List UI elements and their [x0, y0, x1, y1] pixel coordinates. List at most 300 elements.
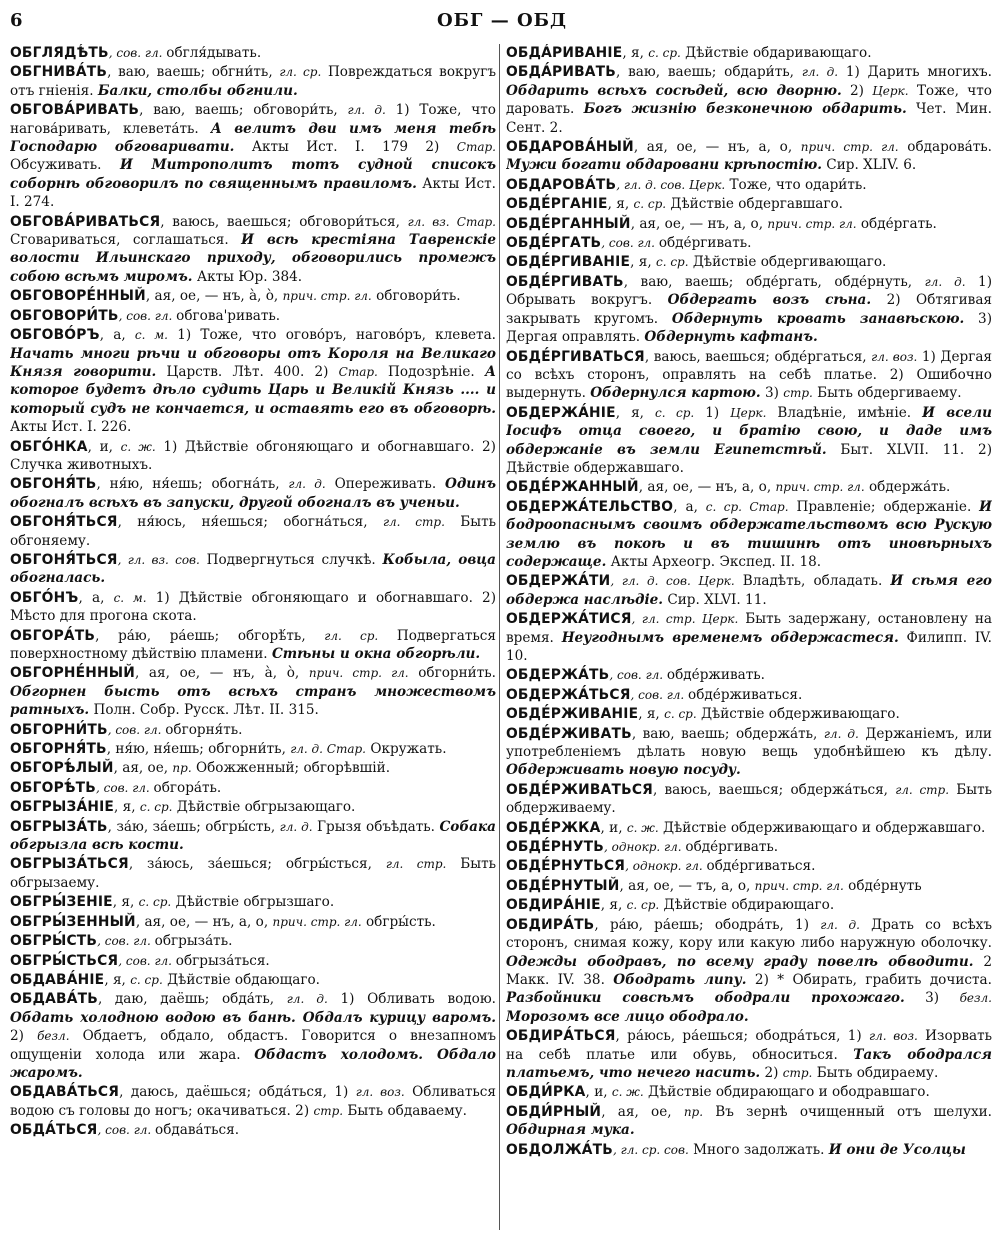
definition-text: Акты Ист. I. 179 2)	[234, 139, 457, 156]
definition-text: 2)	[760, 1064, 783, 1081]
headword: ОБГОНЯ́ТЬ	[10, 476, 97, 493]
definition-text: , ваю, ваешь; обговори́ть,	[139, 102, 348, 119]
headword: ОБДЕ́РЖИВАТЬСЯ	[506, 781, 653, 798]
grammar-label: гл. д.	[924, 274, 966, 289]
definition-text: Обожженный; обгорѣвшій.	[191, 760, 391, 777]
definition-text: Акты Ист. I. 274.	[10, 175, 496, 211]
example-text: Такъ ободрался платьемъ, что нечего насить.	[506, 1046, 992, 1081]
dictionary-entry	[506, 572, 992, 609]
example-text: Обдирная мука.	[506, 1122, 635, 1139]
definition-text: обде́рживать.	[666, 667, 765, 684]
dictionary-entry	[10, 740, 496, 758]
headword: ОБДА́РИВАТЬ	[506, 64, 616, 81]
definition-text: , ая, ое, — нъ, а, о,	[630, 215, 768, 232]
definition-text: Быть задержану, остановлену на время.	[506, 611, 992, 646]
definition-text: 3) Дергая оправлять.	[506, 310, 992, 346]
definition-text: обгрыза́ться.	[175, 952, 270, 969]
grammar-label: , сов. гл.	[97, 1123, 156, 1138]
definition-text: , ваюсь, ваешься; обговори́ться,	[160, 213, 408, 230]
example-text: Стѣны и окна обгорѣли.	[271, 646, 481, 662]
definition-text: обде́ргать.	[856, 215, 937, 232]
headword: ОБДЕРЖА́ТИСЯ	[506, 611, 632, 628]
definition-text: , даю, даёшь; обда́ть,	[97, 991, 287, 1008]
definition-text: обдава́ться.	[155, 1122, 240, 1139]
dictionary-entry	[506, 705, 992, 723]
grammar-label: , сов. гл.	[118, 308, 177, 323]
dictionary-entry	[10, 913, 496, 931]
definition-text: обдержа́ть.	[864, 479, 951, 496]
example-text: Обдернуть кровать занавѣскою.	[671, 310, 965, 327]
definition-text: , я,	[607, 196, 634, 213]
example-text: И бодроопаснымъ своимъ обдержательствомъ всю Рускую землю въ покоѣ и въ тишинѣ отъ иновѣрныхъ содержаще.	[506, 498, 992, 570]
definition-text: , ваю, ваешь; обде́ргать, обде́рнуть,	[623, 273, 925, 290]
definition-text: , ваю, ваешь; обгни́ть,	[107, 64, 280, 81]
definition-text: , ая, ое, — нъ, à, ò,	[134, 665, 309, 682]
headword: ОБДИ́РНЫЙ	[506, 1103, 602, 1120]
definition-text: , ра́юсь, ра́ешься; ободра́ться, 1)	[615, 1028, 870, 1045]
definition-text: , я,	[630, 254, 656, 271]
definition-text: обде́ргивать.	[658, 235, 752, 252]
example-text: И они де Усолцы	[828, 1141, 966, 1158]
example-text: Разбойники совсѣмъ ободрали прохожаго.	[506, 990, 905, 1007]
headword: ОБДЕ́РЖИВАНІЕ	[506, 706, 639, 723]
definition-text: Владѣть, обладать.	[734, 573, 891, 590]
dictionary-entry	[10, 589, 496, 626]
grammar-label: с. ср.	[654, 405, 695, 420]
definition-text: , я,	[114, 799, 140, 816]
definition-text: обгля́дывать.	[166, 45, 262, 61]
example-text: Неугоднымъ временемъ обдержастеся.	[561, 629, 899, 646]
dictionary-entry	[10, 307, 496, 325]
grammar-label: стр.	[313, 1103, 344, 1118]
definition-text: Драть со всѣхъ сторонъ, снимая кожу, кору или какую либо наружную оболочку.	[506, 916, 992, 952]
headword: ОБГЛЯДѢ́ТЬ	[10, 45, 109, 61]
dictionary-entry	[506, 234, 992, 252]
definition-text: Тоже, что одари́ть.	[725, 176, 867, 193]
headword: ОБДЕ́РЖКА	[506, 819, 601, 836]
definition-text: , и,	[585, 1084, 612, 1101]
dictionary-entry	[506, 404, 992, 478]
dictionary-entry	[506, 857, 992, 875]
grammar-label: прич. стр. гл.	[308, 666, 409, 681]
definition-text: 1) Тоже, что нагова́ривать, клевета́ть.	[10, 102, 496, 137]
definition-text: обгорня́ть.	[165, 721, 243, 738]
headword: ОБДА́ТЬСЯ	[10, 1122, 98, 1139]
definition-text: Быть обдергиваему.	[812, 385, 962, 402]
definition-text: 1) Дергая со всѣхъ сторонъ, оправлять на себѣ платье. 2) Ошибочно выдернуть.	[506, 348, 992, 402]
definition-text: Подвергнуться случкѣ.	[199, 551, 383, 568]
grammar-label: Церк.	[872, 83, 909, 98]
dictionary-entry	[10, 759, 496, 777]
headword: ОБГОРѢ́ТЬ	[10, 779, 96, 796]
definition-text: Дѣйствіе обдирающаго.	[659, 897, 835, 914]
grammar-label: гл. стр.	[895, 782, 950, 797]
grammar-label: гл. воз.	[355, 1085, 405, 1100]
definition-text: Обдаетъ, обдало, обдастъ. Говорится о внезапномъ ощущеніи холода или жара.	[10, 1028, 496, 1063]
definition-text: обгорни́ть.	[408, 665, 496, 682]
definition-text: обдарова́ть.	[898, 139, 992, 156]
dictionary-entry	[10, 101, 496, 211]
grammar-label: гл. д.	[823, 726, 859, 741]
grammar-label: , гл. д. сов. Церк.	[616, 177, 726, 192]
grammar-label: с. ср.	[633, 197, 667, 212]
dictionary-entry	[10, 44, 496, 62]
grammar-label: гл. д.	[801, 65, 839, 80]
definition-text: 1) Дѣйствіе обгоняющаго и обогнавшаго. 2) Случка животныхъ.	[10, 438, 496, 473]
definition-text: 3)	[760, 385, 784, 402]
definition-text: , за́ю, за́ешь; обгры́сть,	[107, 818, 280, 835]
definition-text: обгры́сть.	[361, 913, 436, 930]
definition-text: Дѣйствіе обдергивающаго.	[688, 254, 887, 271]
definition-text: Дѣйствіе обдирающаго и ободравшаго.	[643, 1084, 930, 1101]
grammar-label: пр.	[683, 1104, 704, 1119]
definition-text: , ра́ю, ра́ешь; ободра́ть, 1)	[594, 916, 821, 933]
definition-text: Чет. Мин. Сент. 2.	[506, 101, 992, 136]
headword: ОБГОРѢ́ЛЫЙ	[10, 760, 114, 777]
grammar-label: с. ср.	[664, 707, 697, 722]
definition-text: Акты Ист. I. 226.	[10, 419, 132, 436]
headword: ОБГОВА́РИВАТЬСЯ	[10, 213, 161, 230]
example-text: Обдергать возъ сѣна.	[667, 292, 872, 309]
example-text: Обдернуть кафтанъ.	[644, 329, 818, 346]
headword: ОБДОЛЖА́ТЬ	[506, 1141, 614, 1158]
example-text: Обгорнен бысть отъ всѣхъ странъ множествомъ ратныхъ.	[10, 683, 496, 719]
headword: ОБГРЫЗА́ТЬСЯ	[10, 856, 129, 873]
grammar-label: гл. д. Стар.	[290, 742, 366, 757]
definition-text: , ваюсь, ваешься; обдержа́ться,	[652, 781, 896, 798]
definition-text: , я,	[104, 971, 131, 988]
definition-text: , ая, ое, — тъ, а, о,	[619, 877, 755, 894]
definition-text: Сир. XLIV. 6.	[821, 157, 917, 174]
definition-text: обде́рнуть	[843, 877, 922, 894]
definition-text: Дѣйствіе обдерживающаго.	[696, 706, 900, 723]
dictionary-entry	[10, 932, 496, 950]
definition-text: обде́рживаться.	[688, 686, 803, 703]
headword: ОБДЕ́РГИВАНІЕ	[506, 254, 631, 271]
headword: ОБГОРНЯ́ТЬ	[10, 741, 107, 758]
headword: ОБГРЫЗА́НІЕ	[10, 799, 115, 816]
headword: ОБДЕ́РГИВАТЬ	[506, 273, 624, 290]
definition-text: , за́юсь, за́ешься; обгры́сться,	[128, 856, 386, 873]
headword: ОБДЕРЖА́ТЬ	[506, 667, 610, 684]
left-column	[10, 44, 496, 1230]
definition-text: Сир. XLVI. 11.	[663, 591, 767, 608]
grammar-label: , гл. стр. Церк.	[631, 612, 739, 627]
headword: ОБДАВА́НІЕ	[10, 971, 105, 988]
grammar-label: с. м.	[113, 590, 147, 605]
definition-text: 1) Тоже, что огово́ръ, нагово́ръ, клевета.	[167, 327, 496, 344]
grammar-label: гл. д.	[347, 103, 386, 118]
grammar-label: , сов. гл.	[97, 934, 155, 949]
dictionary-entry	[506, 44, 992, 62]
headword: ОБГРЫЗА́ТЬ	[10, 818, 108, 835]
grammar-label: прич. стр. гл.	[754, 878, 844, 893]
headword: ОБГРЫ́СТЬ	[10, 933, 98, 950]
definition-text: Держаніемъ, или употребленіемъ дѣлать новую вещь удобнѣйшею къ дѣлу.	[506, 725, 992, 761]
headword: ОБДЕ́РГАНІЕ	[506, 196, 608, 213]
grammar-label: , сов. гл.	[108, 46, 167, 60]
definition-text: 1)	[694, 404, 731, 421]
headword: ОБГОРНЕ́ННЫЙ	[10, 665, 135, 682]
definition-text: , ая, ое, — нъ, à, ò,	[145, 288, 283, 305]
headword: ОБГО́НЪ	[10, 589, 79, 606]
definition-text: обговa'ривать.	[176, 307, 281, 324]
dictionary-entry	[10, 438, 496, 475]
headword: ОБГРЫ́СТЬСЯ	[10, 952, 119, 969]
definition-text: , а,	[99, 327, 135, 344]
definition-text: 2) Обтягивая закрывать кругомъ.	[506, 292, 992, 327]
definition-text: Много задолжать.	[688, 1141, 829, 1158]
definition-text: обгрыза́ть.	[154, 933, 233, 950]
headword: ОБДАВА́ТЬ	[10, 991, 98, 1008]
definition-text: Быт. XLVII. 11. 2) Дѣйствіе обдержавшаго.	[506, 441, 992, 476]
definition-text: Акты Археогр. Экспед. II. 18.	[606, 553, 822, 570]
headword: ОБДАРОВА́ТЬ	[506, 176, 617, 193]
grammar-label: прич. стр. гл.	[767, 216, 857, 231]
definition-text: , ня́юсь, ня́ешься; обогна́ться,	[117, 514, 383, 531]
headword: ОБДЕ́РНУТЬ	[506, 839, 604, 856]
dictionary-entry	[506, 838, 992, 856]
dictionary-entry	[506, 138, 992, 175]
headword: ОБДА́РИВАНІЕ	[506, 45, 623, 61]
grammar-label: Стар.	[338, 364, 378, 379]
definition-text: Акты Юр. 384.	[192, 268, 303, 285]
grammar-label: , сов. гл.	[630, 687, 689, 702]
headword: ОБДЕ́РНУТЫЙ	[506, 877, 620, 894]
definition-text: Тоже, что даровать.	[506, 82, 992, 118]
definition-text: , даюсь, даёшься; обда́ться, 1)	[119, 1084, 356, 1101]
definition-text: 1) Дѣйствіе обгоняющаго и обогнавшаго. 2) Мѣсто для прогона скота.	[10, 589, 496, 625]
example-text: Обдернулся картою.	[590, 385, 761, 402]
definition-text: Владѣніе, имѣніе.	[766, 404, 923, 421]
grammar-label: , гл. вз. сов.	[117, 552, 200, 567]
headword: ОБДЕРЖА́НІЕ	[506, 404, 616, 421]
definition-text: 1) Дарить многихъ.	[838, 64, 992, 81]
example-text: И сѣмя его обдержа наслѣдіе.	[506, 573, 992, 608]
definition-text: , я,	[622, 45, 649, 61]
dictionary-entry	[506, 253, 992, 271]
dictionary-entry	[506, 273, 992, 347]
grammar-label: , гл. д. сов. Церк.	[610, 574, 735, 589]
definition-text: Дѣйствіе обдаривающаго.	[680, 45, 872, 61]
headword: ОБДЕ́РНУТЬСЯ	[506, 858, 626, 875]
headword: ОБГРЫ́ЗЕНІЕ	[10, 894, 113, 911]
dictionary-entry	[506, 1027, 992, 1082]
dictionary-entry	[10, 971, 496, 989]
definition-text: Дѣйствіе обдерживающаго и обдержавшаго.	[658, 819, 986, 836]
example-text: А которое будетъ дѣло судить Царь и Великій Князь .... и который судъ не кончается, и оставять его въ обговорѣ.	[10, 363, 496, 417]
definition-text: , и,	[87, 438, 121, 455]
headword: ОБДЕ́РГАТЬ	[506, 235, 602, 252]
dictionary-entry	[506, 215, 992, 233]
dictionary-entry	[506, 896, 992, 914]
dictionary-entry	[506, 1103, 992, 1140]
dictionary-entry	[506, 1141, 992, 1159]
headword: ОБДИРА́ТЬ	[506, 916, 595, 933]
example-text: Морозомъ все лицо ободрало.	[506, 1008, 749, 1025]
definition-text: Дѣйствіе обдергавшаго.	[666, 196, 843, 213]
dictionary-entry	[10, 1083, 496, 1120]
grammar-label: , сов. гл.	[609, 668, 667, 683]
example-text: Обдерживать новую посуду.	[506, 762, 741, 779]
definition-text: Филипп. IV. 10.	[506, 629, 992, 664]
dictionary-entry	[10, 475, 496, 512]
grammar-label: , сов. гл.	[107, 722, 166, 737]
grammar-label: с. ж.	[611, 1085, 644, 1100]
grammar-label: с. ср.	[138, 895, 172, 910]
dictionary-entry	[506, 877, 992, 895]
definition-text: Обливаться водою съ головы до ногъ; окачиваться. 2)	[10, 1084, 496, 1119]
dictionary-entry	[10, 990, 496, 1082]
definition-text: Быть обдаваему.	[343, 1102, 467, 1119]
definition-text: , ваю, ваешь; обдержа́ть,	[631, 725, 824, 742]
definition-text: , а,	[78, 589, 114, 606]
grammar-label: , однокр. гл.	[625, 859, 707, 874]
grammar-label: гл. ср.	[324, 628, 379, 643]
grammar-label: гл. ср.	[279, 65, 322, 80]
dictionary-entry	[506, 348, 992, 403]
dictionary-entry	[506, 63, 992, 137]
definition-text: Въ зернѣ очищенный отъ шелухи.	[703, 1103, 992, 1120]
example-text: Обдать холодною водою въ банѣ. Обдалъ курицу варомъ.	[10, 1009, 496, 1026]
definition-text: Быть обдираему.	[812, 1064, 939, 1081]
grammar-label: Стар.	[456, 140, 496, 155]
headword: ОБДЕ́РЖИВАТЬ	[506, 725, 632, 742]
definition-text: Быть обгоняему.	[10, 514, 496, 549]
grammar-label: прич. стр. гл.	[775, 480, 865, 495]
grammar-label: с. ср. Стар.	[705, 499, 789, 514]
grammar-label: с. ср.	[130, 972, 163, 987]
example-text: И всѣ крестіяна Тавренскіе волости Ильинскаго приходу, обговорились промежъ собою всѣмъ миромъ.	[10, 232, 496, 285]
grammar-label: , однокр. гл.	[603, 840, 686, 855]
dictionary-entry	[506, 498, 992, 572]
definition-text: , я,	[615, 404, 655, 421]
dictionary-entry	[506, 781, 992, 818]
example-text: Мужи богати обдаровани крѣпостію.	[506, 157, 822, 174]
grammar-label: безл.	[37, 1029, 70, 1044]
dictionary-entry	[506, 725, 992, 780]
definition-text: 2 Макк. IV. 38.	[506, 953, 992, 988]
dictionary-entry	[10, 818, 496, 855]
definition-text: 3)	[904, 990, 960, 1007]
headword: ОБДИРА́НІЕ	[506, 897, 601, 914]
grammar-label: с. ср.	[648, 46, 681, 60]
grammar-label: с. ср.	[139, 800, 173, 815]
definition-text: , ра́ю, ра́ешь; обгорѣ́ть,	[95, 627, 325, 644]
grammar-label: с. ж.	[120, 439, 156, 454]
definition-text: , я,	[638, 706, 665, 723]
grammar-label: гл. вз. Стар.	[407, 214, 496, 229]
definition-text: Грызя объѣдать.	[312, 818, 440, 835]
definition-text: Опереживать.	[325, 476, 446, 493]
headword: ОБГОВОРИ́ТЬ	[10, 307, 119, 324]
grammar-label: гл. д.	[820, 917, 860, 932]
definition-text: Дѣйствіе обгрызающаго.	[172, 799, 356, 816]
definition-text: , ня́ю, ня́ешь; обгорни́ть,	[106, 741, 291, 758]
headword: ОБДЕРЖА́ТИ	[506, 573, 611, 590]
dictionary-entry	[506, 819, 992, 837]
dictionary-entry	[506, 666, 992, 684]
dictionary-entry	[506, 610, 992, 665]
definition-text: 2) * Обирать, грабить дочиста.	[746, 971, 992, 988]
definition-text: Подвергаться поверхностному дѣйствію пламени.	[10, 627, 496, 662]
definition-text: 1) Обрывать вокругъ.	[506, 273, 992, 309]
headword: ОБДЕ́РЖАННЫЙ	[506, 479, 639, 496]
grammar-label: Церк.	[730, 405, 767, 420]
headword: ОБГОВА́РИВАТЬ	[10, 102, 140, 119]
grammar-label: гл. д.	[279, 819, 313, 834]
grammar-label: пр.	[172, 761, 192, 776]
dictionary-entry	[506, 195, 992, 213]
definition-text: , я,	[112, 894, 139, 911]
grammar-label: прич. стр. гл.	[800, 140, 899, 155]
dictionary-entry	[10, 63, 496, 100]
grammar-label: гл. д.	[286, 992, 328, 1007]
grammar-label: гл. стр.	[385, 857, 447, 872]
definition-text: Правленіе; обдержаніе.	[788, 498, 980, 515]
example-text: Обдастъ холодомъ. Обдало жаромъ.	[10, 1046, 496, 1081]
grammar-label: стр.	[783, 386, 813, 401]
dictionary-entry	[10, 893, 496, 911]
dictionary-entry	[10, 664, 496, 719]
headword: ОБГОРА́ТЬ	[10, 627, 96, 644]
headword: ОБДЕ́РГИВАТЬСЯ	[506, 348, 645, 365]
definition-text: обговори́ть.	[371, 288, 461, 305]
dictionary-entry	[10, 513, 496, 550]
grammar-label: , сов. гл.	[118, 953, 176, 968]
grammar-label: гл. д.	[288, 477, 326, 492]
definition-text: , ая, ое, — нъ, а, о,	[633, 139, 801, 156]
right-column	[506, 44, 992, 1230]
definition-text: Быть обдерживаему.	[506, 781, 992, 817]
definition-text: Дѣйствіе обгрызшаго.	[171, 894, 335, 911]
headword: ОБДЕРЖА́ТЕЛЬСТВО	[506, 498, 674, 515]
definition-text: , ваюсь, ваешься; обде́ргаться,	[644, 348, 872, 365]
headword: ОБДАРОВА́НЫЙ	[506, 139, 634, 156]
grammar-label: с. ж.	[626, 820, 659, 835]
example-text: А велитъ дви имъ меня тебѣ Господарю обговаривати.	[10, 120, 496, 156]
headword: ОБДЕ́РГАННЫЙ	[506, 215, 631, 232]
definition-text: , ая, ое, — нъ, а, о,	[638, 479, 776, 496]
dictionary-entry	[10, 798, 496, 816]
definition-text: обде́ргиваться.	[706, 858, 816, 875]
definition-text: Царств. Лѣт. 400. 2)	[156, 363, 339, 380]
definition-text: Подозрѣніе.	[377, 363, 485, 380]
headword: ОБГОРНИ́ТЬ	[10, 721, 108, 738]
grammar-label: гл. стр.	[382, 515, 445, 530]
definition-text: Обсуживать.	[10, 157, 120, 174]
page-number: 6	[10, 10, 23, 31]
example-text: Кобыла, овца обогналась.	[10, 551, 496, 587]
grammar-label: гл. воз.	[871, 349, 918, 364]
grammar-label: прич. стр. гл.	[272, 914, 362, 929]
dictionary-entry	[506, 1083, 992, 1101]
definition-text: Быть обгрызаему.	[10, 856, 496, 891]
definition-text: , ня́ю, ня́ешь; обогна́ть,	[96, 476, 289, 493]
dictionary-entry	[506, 176, 992, 194]
dictionary-entry	[10, 721, 496, 739]
grammar-label: , сов. гл.	[96, 780, 154, 795]
example-text: И всели Іосифъ отца своего, и братію свою, и даде имъ обдержаніе въ земли Египетстѣй.	[506, 404, 992, 458]
dictionary-entry	[506, 478, 992, 496]
example-text: Богъ жизнію безконечною обдарить.	[583, 101, 907, 118]
headword: ОБГРЫ́ЗЕННЫЙ	[10, 913, 136, 930]
definition-text: Окружать.	[366, 741, 447, 758]
dictionary-entry	[10, 627, 496, 664]
headword: ОБГНИВА́ТЬ	[10, 64, 108, 81]
headword: ОБДЕРЖА́ТЬСЯ	[506, 686, 631, 703]
dictionary-entry	[10, 551, 496, 588]
